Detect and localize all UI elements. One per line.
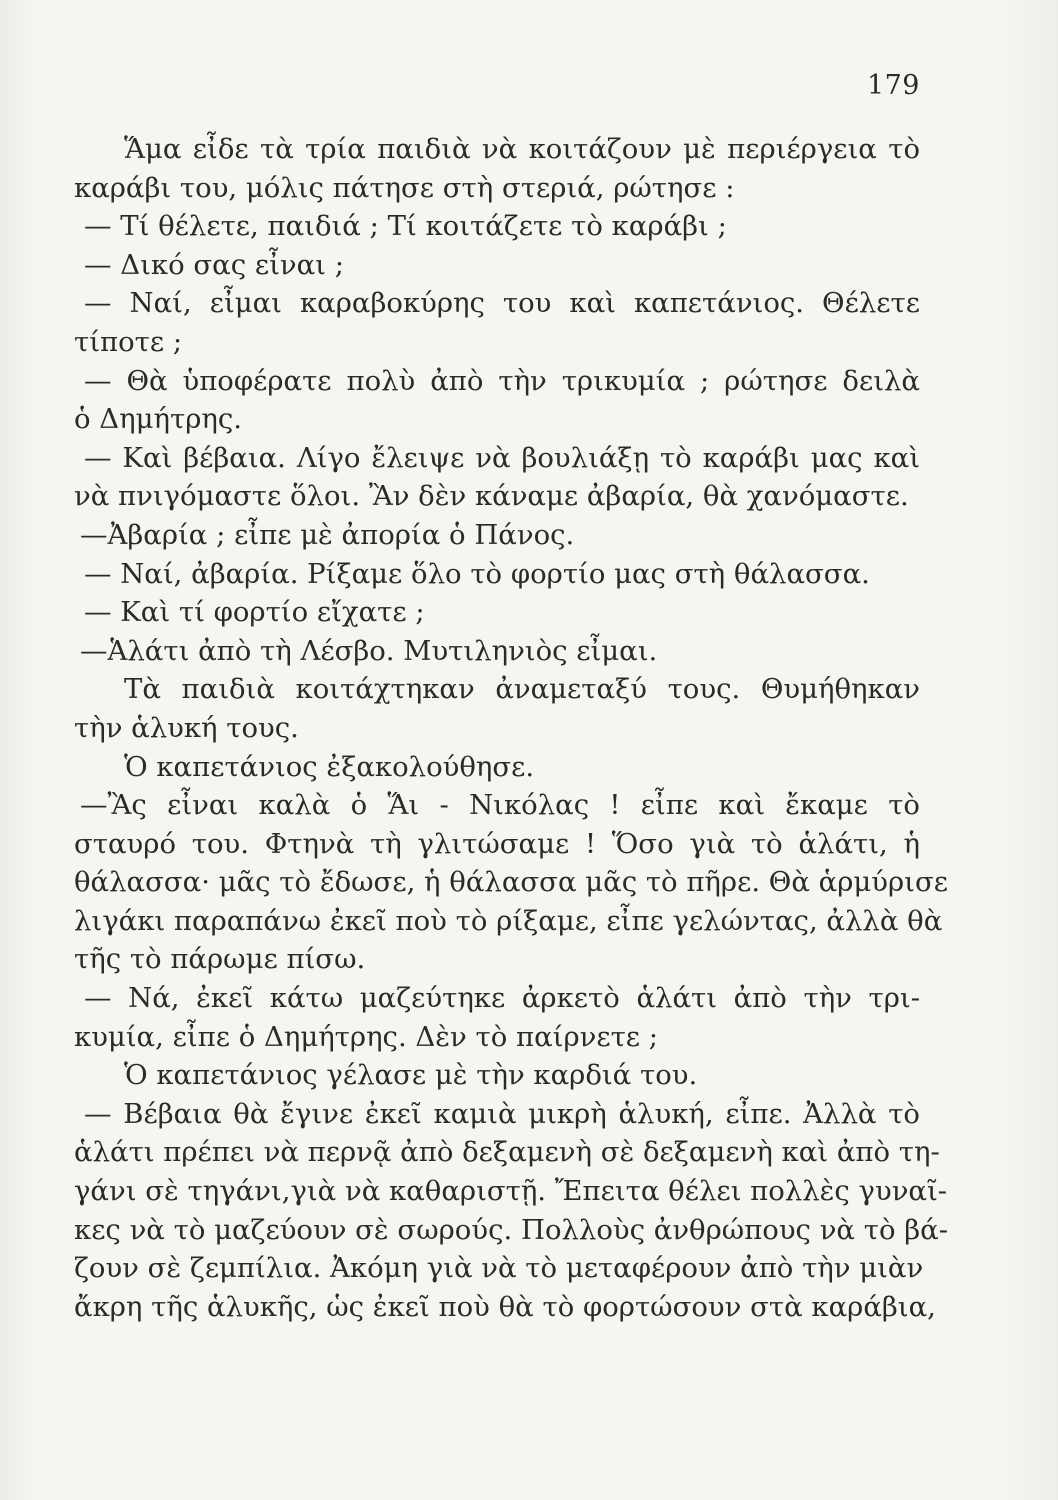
text-line: θάλασσα· μᾶς τὸ ἔδωσε, ἡ θάλασσα μᾶς τὸ πῆρε. Θὰ ἁρμύρισε — [74, 866, 948, 899]
body-text — [74, 130, 948, 1326]
text-line: — Καὶ βέβαια. Λίγο ἔλειψε νὰ βουλιάξῃ τὸ καράβι μας καὶ — [84, 441, 920, 474]
text-line: νὰ πνιγόμαστε ὅλοι. Ἂν δὲν κάναμε ἀβαρία, θὰ χανόμαστε. — [74, 480, 909, 513]
text-line: τίποτε ; — [74, 325, 183, 358]
text-line: —Ἂς εἶναι καλὰ ὁ Ἅι - Νικόλας ! εἶπε καὶ ἔκαμε τὸ — [80, 789, 920, 822]
text-line: τὴν ἁλυκή τους. — [74, 711, 299, 744]
text-line: — Καὶ τί φορτίο εἴχατε ; — [84, 596, 425, 629]
text-line: —Ἁλάτι ἀπὸ τὴ Λέσβο. Μυτιληνιὸς εἶμαι. — [80, 634, 658, 667]
text-line: Ὁ καπετάνιος ἐξακολούθησε. — [124, 750, 535, 783]
text-line: γάνι σὲ τηγάνι,γιὰ νὰ καθαριστῇ. Ἔπειτα θέλει πολλὲς γυναῖ- — [74, 1175, 948, 1208]
text-line: — Βέβαια θὰ ἔγινε ἐκεῖ καμιὰ μικρὴ ἁλυκή, εἶπε. Ἀλλὰ τὸ — [84, 1097, 920, 1130]
text-line: Ἅμα εἶδε τὰ τρία παιδιὰ νὰ κοιτάζουν μὲ περιέργεια τὸ — [124, 133, 920, 165]
text-line: —Ἀβαρία ; εἶπε μὲ ἀπορία ὁ Πάνος. — [80, 518, 575, 551]
text-line: Τὰ παιδιὰ κοιτάχτηκαν ἀναμεταξύ τους. Θυμήθηκαν — [124, 673, 920, 706]
text-line: — Νά, ἐκεῖ κάτω μαζεύτηκε ἀρκετὸ ἁλάτι ἀπὸ τὴν τρι- — [84, 982, 920, 1015]
text-line: — Ναί, εἶμαι καραβοκύρης του καὶ καπετάνιος. Θέλετε — [84, 287, 920, 320]
text-line: λιγάκι παραπάνω ἐκεῖ ποὺ τὸ ρίξαμε, εἶπε γελώντας, ἀλλὰ θὰ — [74, 904, 943, 937]
text-line: ἄκρη τῆς ἁλυκῆς, ὡς ἐκεῖ ποὺ θὰ τὸ φορτώσουν στὰ καράβια, — [74, 1290, 936, 1323]
text-line: Ὁ καπετάνιος γέλασε μὲ τὴν καρδιά του. — [124, 1059, 698, 1092]
text-line: καράβι του, μόλις πάτησε στὴ στεριά, ρώτησε : — [74, 171, 735, 204]
text-line: ἁλάτι πρέπει νὰ περνᾷ ἀπὸ δεξαμενὴ σὲ δεξαμενὴ καὶ ἀπὸ τη- — [74, 1136, 940, 1169]
text-line: τῆς τὸ πάρωμε πίσω. — [74, 943, 366, 976]
text-line: — Τί θέλετε, παιδιά ; Τί κοιτάζετε τὸ καράβι ; — [84, 210, 727, 243]
page-number: 179 — [866, 70, 920, 101]
text-line: — Θὰ ὑποφέρατε πολὺ ἀπὸ τὴν τρικυμία ; ρώτησε δειλὰ — [84, 364, 920, 397]
text-line: κες νὰ τὸ μαζεύουν σὲ σωρούς. Πολλοὺς ἀνθρώπους νὰ τὸ βά- — [74, 1213, 948, 1246]
text-line: — Δικό σας εἶναι ; — [84, 248, 344, 281]
text-line: κυμία, εἶπε ὁ Δημήτρης. Δὲν τὸ παίρνετε ; — [74, 1020, 659, 1053]
text-line: ζουν σὲ ζεμπίλια. Ἀκόμη γιὰ νὰ τὸ μεταφέρουν ἀπὸ τὴν μιὰν — [74, 1252, 924, 1285]
text-line: ὁ Δημήτρης. — [74, 403, 242, 436]
text-line: — Ναί, ἀβαρία. Ρίξαμε ὅλο τὸ φορτίο μας στὴ θάλασσα. — [84, 557, 870, 590]
text-line: σταυρό του. Φτηνὰ τὴ γλιτώσαμε ! Ὅσο γιὰ τὸ ἁλάτι, ἡ — [74, 827, 920, 860]
